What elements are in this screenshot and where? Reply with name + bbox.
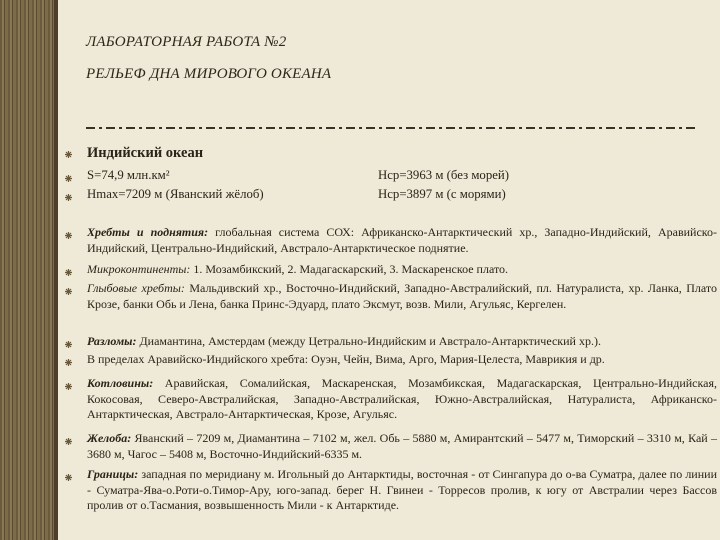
bullet-icon xyxy=(64,358,73,367)
item-text: В пределах Аравийско-Индийского хребта: Оуэн, Чейн, Вима, Арго, Мария-Целеста, Маврикия и др. xyxy=(87,352,605,366)
item-text: Яванский – 7209 м, Диамантина – 7102 м, жел. Обь – 5880 м, Амирантский – 5477 м, Тиморский – 3310 м, Кай – 3680 м, Чагос – 5408 м, Восточно-Индийский-6335 м. xyxy=(87,431,717,461)
item-label: Глыбовые хребты: xyxy=(87,281,185,295)
arabian-indian-ridge-paragraph xyxy=(87,352,717,368)
ocean-mean-depth-with-seas: Hср=3897 м (с морями) xyxy=(378,187,506,201)
bullet-icon xyxy=(64,287,73,296)
bullet-icon xyxy=(64,382,73,391)
bullet-icon xyxy=(64,340,73,349)
ocean-area: S=74,9 млн.км² xyxy=(87,168,170,182)
item-label: Разломы: xyxy=(87,334,137,348)
item-label: Желоба: xyxy=(87,431,132,445)
bullet-icon xyxy=(64,437,73,446)
item-label: Хребты и поднятия: xyxy=(87,225,209,239)
block-ridges-paragraph xyxy=(87,281,717,312)
item-label: Микроконтиненты: xyxy=(87,262,191,276)
ocean-max-depth: Hmax=7209 м (Яванский жёлоб) xyxy=(87,187,264,201)
dashed-divider xyxy=(86,127,698,129)
trenches-paragraph xyxy=(87,431,717,462)
item-text: западная по меридиану м. Игольный до Антарктиды, восточная - от Сингапура до о-ва Суматра, далее по линии - Суматра-Ява-о.Роти-о.Тимор-Ару, юго-запад. берег Н. Гвинеи - Торресов пролив, к югу от Австралии через Бассов пролив от о.Тасмания, возвышенность Мили - к Антарктиде. xyxy=(87,467,717,513)
item-text: 1. Мозамбикский, 2. Мадагаскарский, 3. Маскаренское плато. xyxy=(190,262,509,276)
bullet-icon xyxy=(64,268,73,277)
slide xyxy=(58,0,720,540)
borders-paragraph xyxy=(87,467,717,514)
item-label: Границы: xyxy=(87,467,139,481)
item-text: глобальная система СОХ: Африканско-Антарктический хр., Западно-Индийский, Аравийско-Индийский, Центрально-Индийский, Австрало-Антарктическое поднятие. xyxy=(87,225,718,255)
item-text: Мальдивский хр., Восточно-Индийский, Западно-Австралийский, пл. Натуралиста, хр. Ланка, Плато Крозе, банки Обь и Лена, банка Принс-Эдуард, плато Эксмут, возв. Мили, Агульяс, Кергелен. xyxy=(87,281,718,311)
topic-title: РЕЛЬЕФ ДНА МИРОВОГО ОКЕАНА xyxy=(86,66,332,82)
faults-paragraph xyxy=(87,334,717,350)
item-label: Котловины: xyxy=(87,376,154,390)
decorative-side-strip xyxy=(0,0,58,540)
bullet-icon xyxy=(64,473,73,482)
bullet-icon xyxy=(64,231,73,240)
microcontinents-paragraph xyxy=(87,262,717,278)
basins-paragraph xyxy=(87,376,717,423)
item-text: Диамантина, Амстердам (между Цетрально-Индийским и Австрало-Антарктический хр.). xyxy=(136,334,601,348)
lab-title: ЛАБОРАТОРНАЯ РАБОТА №2 xyxy=(86,34,287,50)
bullet-icon xyxy=(64,174,73,183)
item-text: Аравийская, Сомалийская, Маскаренская, Мозамбикская, Мадагаскарская, Центрально-Индийская, Кокосовая, Северо-Австралийская, Западно-Австралийская, Южно-Австралийская, Натуралиста, Африканско-Антарктическая, Австрало-Антарктическая, Крозе, Агульяс. xyxy=(87,376,717,422)
bullet-icon xyxy=(64,193,73,202)
ocean-mean-depth-without-seas: Hср=3963 м (без морей) xyxy=(378,168,510,182)
ocean-name: Индийский океан xyxy=(87,145,204,161)
ridges-paragraph xyxy=(87,225,717,256)
bullet-icon xyxy=(64,150,73,159)
